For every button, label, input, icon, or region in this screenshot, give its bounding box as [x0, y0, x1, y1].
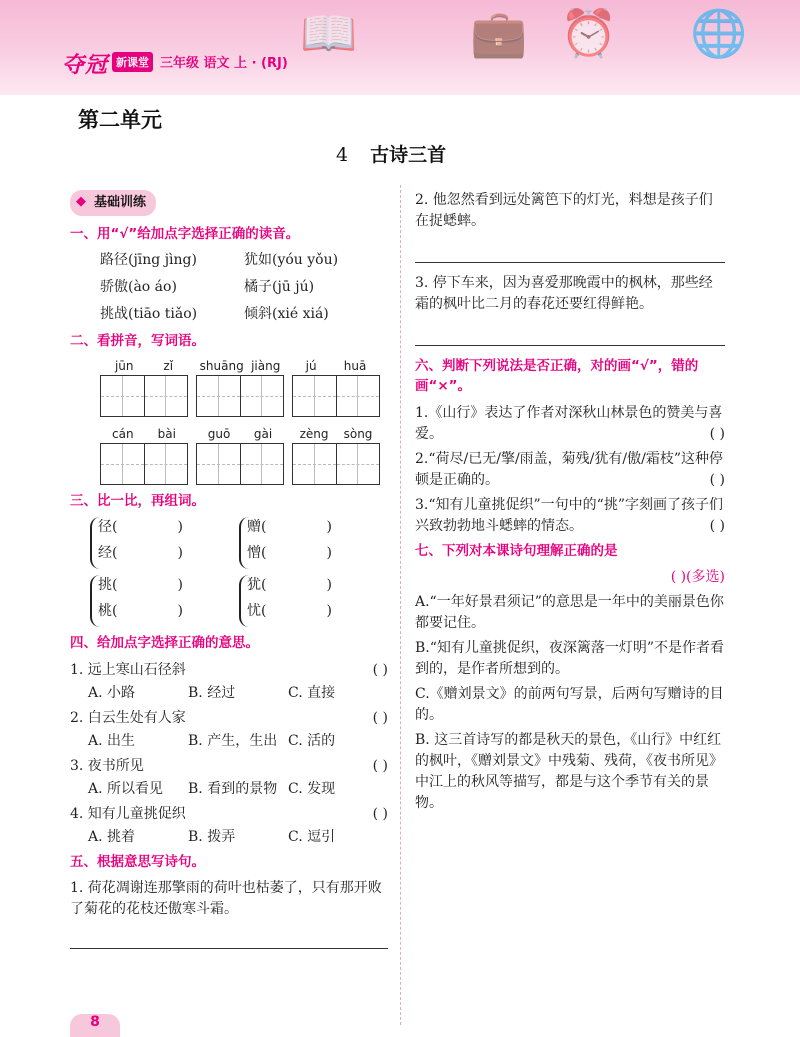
writing-boxes[interactable]: [196, 443, 284, 485]
grade-subject: 三年级 语文 上 · (RJ): [160, 56, 288, 71]
question-text: 1. 远上寒山石径斜: [70, 661, 186, 678]
answer-paren[interactable]: ( ): [709, 517, 725, 534]
pinyin-group: [292, 357, 380, 417]
meaning-question: [70, 660, 388, 681]
pinyin: zèng: [299, 427, 329, 441]
judge-item: [415, 495, 725, 537]
lesson-number: 4: [336, 144, 349, 166]
sec4-title: 四、给加点字选择正确的意思。: [70, 635, 259, 652]
column-divider: [400, 185, 401, 1025]
question-text: 2. 白云生处有人家: [70, 709, 186, 726]
answer-paren[interactable]: ( ): [372, 709, 388, 726]
compare-char: 挑(: [98, 577, 118, 594]
answer-paren[interactable]: ( ): [372, 757, 388, 774]
pinyin: jú: [305, 359, 317, 373]
reading-item[interactable]: 橘子(jū jú): [244, 278, 315, 295]
judge-text: 1.《山行》表达了作者对深秋山林景色的赞美与喜爱。: [415, 404, 723, 442]
compare-char: 经(: [98, 545, 118, 562]
header-banner: [0, 0, 800, 95]
question-text: 4. 知有儿童挑促织: [70, 805, 186, 822]
option[interactable]: C. 直接: [288, 684, 336, 701]
reading-row: [100, 250, 388, 271]
answer-line[interactable]: [415, 236, 725, 263]
brand-logo: 夺冠: [62, 53, 109, 78]
close-paren[interactable]: ): [177, 603, 183, 620]
option[interactable]: A. 挑着: [88, 828, 136, 845]
reading-row: [100, 277, 388, 298]
judge-text: 2.“荷尽/已无/擎/雨盖，菊残/犹有/傲/霜枝”这种停顿是正确的。: [415, 450, 723, 488]
writing-boxes[interactable]: [100, 375, 188, 417]
option[interactable]: B. 经过: [188, 684, 236, 701]
compare-group: [90, 517, 239, 569]
reading-item[interactable]: 挑战(tiāo tiǎo): [100, 305, 198, 322]
meaning-question: [70, 756, 388, 777]
option[interactable]: A. 出生: [88, 732, 136, 749]
reading-item[interactable]: 倾斜(xié xiá): [244, 305, 329, 322]
pinyin: zǐ: [163, 359, 174, 373]
close-paren[interactable]: ): [326, 519, 332, 536]
compare-char: 桃(: [98, 603, 118, 620]
unit-title: 第二单元: [78, 108, 162, 132]
compare-char: 径(: [98, 519, 118, 536]
right-column: [415, 188, 725, 818]
choice-option[interactable]: C.《赠刘景文》的前两句写景，后两句写赠诗的目的。: [415, 685, 724, 723]
sec5-title: 五、根据意思写诗句。: [70, 853, 205, 870]
section-badge: ◆ 基础训练: [70, 190, 156, 216]
book-icon: 📖: [300, 6, 358, 60]
lesson-title: [336, 140, 446, 167]
option[interactable]: B. 产生，生出: [188, 732, 278, 749]
option[interactable]: A. 所以看见: [88, 780, 164, 797]
answer-line[interactable]: [70, 922, 388, 949]
pinyin: jiàng: [251, 359, 281, 373]
pinyin-group: [100, 357, 188, 417]
page-number: 8: [70, 1014, 120, 1037]
close-paren[interactable]: ): [177, 545, 183, 562]
pinyin: cán: [112, 427, 134, 441]
compare-group: [239, 517, 388, 569]
judge-item: [415, 449, 725, 491]
brand-badge: 新课堂: [112, 52, 153, 72]
pinyin: shuāng: [199, 359, 244, 373]
close-paren[interactable]: ): [326, 577, 332, 594]
option-row: [88, 683, 388, 704]
compare-char: 犹(: [247, 577, 267, 594]
writing-boxes[interactable]: [100, 443, 188, 485]
writing-boxes[interactable]: [292, 375, 380, 417]
pinyin: guō: [207, 427, 231, 441]
answer-line[interactable]: [415, 319, 725, 346]
answer-paren[interactable]: ( ): [372, 661, 388, 678]
option-row: [88, 827, 388, 848]
judge-text: 3.“知有儿童挑促织”一句中的“挑”字刻画了孩子们兴致勃勃地斗蟋蟀的情态。: [415, 496, 723, 534]
poem-meaning: 1. 荷花凋谢连那擎雨的荷叶也枯萎了，只有那开败了菊花的花枝还傲寒斗霜。: [70, 879, 382, 917]
pinyin: sòng: [343, 427, 373, 441]
writing-boxes[interactable]: [196, 375, 284, 417]
sec1-title: 一、用“√”给加点字选择正确的读音。: [70, 225, 300, 242]
choice-option[interactable]: B.“知有儿童挑促织，夜深篱落一灯明”不是作者看到的，是作者所想到的。: [415, 639, 725, 677]
writing-boxes[interactable]: [292, 443, 380, 485]
option[interactable]: B. 拨弄: [188, 828, 236, 845]
globe-icon: 🌐: [690, 6, 748, 60]
choice-option[interactable]: A.“一年好景君须记”的意思是一年中的美丽景色你都要记住。: [415, 593, 724, 631]
meaning-question: [70, 804, 388, 825]
reading-item[interactable]: 骄傲(ào áo): [100, 278, 177, 295]
compare-char: 憎(: [247, 545, 267, 562]
pinyin: bài: [157, 427, 176, 441]
reading-item[interactable]: 犹如(yóu yǒu): [244, 251, 339, 268]
close-paren[interactable]: ): [177, 519, 183, 536]
close-paren[interactable]: ): [177, 577, 183, 594]
reading-row: [100, 304, 388, 325]
lesson-name: 古诗三首: [370, 144, 447, 166]
compare-char: 赠(: [247, 519, 267, 536]
option-row: [88, 731, 388, 752]
choice-option[interactable]: B. 这三首诗写的都是秋天的景色，《山行》中红红的枫叶，《赠刘景文》中残菊、残荷，《夜书所见》中江上的秋风等描写，都是与这个季节有关的景物。: [415, 731, 723, 811]
option[interactable]: C. 发现: [288, 780, 336, 797]
compare-group: [90, 575, 239, 627]
pinyin: jūn: [114, 359, 134, 373]
close-paren[interactable]: ): [326, 603, 332, 620]
pinyin-group: [196, 425, 284, 485]
meaning-question: [70, 708, 388, 729]
briefcase-icon: 💼: [470, 6, 528, 60]
pinyin-group: [100, 425, 188, 485]
reading-item[interactable]: 路径(jīng jìng): [100, 251, 197, 268]
pinyin: gài: [253, 427, 273, 441]
pinyin-grid: [100, 357, 388, 485]
option[interactable]: C. 逗引: [288, 828, 336, 845]
answer-paren[interactable]: ( ): [709, 425, 725, 442]
pinyin-group: [292, 425, 380, 485]
poem-meaning: 2. 他忽然看到远处篱笆下的灯光，料想是孩子们在捉蟋蟀。: [415, 192, 713, 229]
close-paren[interactable]: ): [326, 545, 332, 562]
question-text: 3. 夜书所见: [70, 757, 144, 774]
answer-paren[interactable]: ( ): [372, 805, 388, 822]
option-row: [88, 779, 388, 800]
option[interactable]: B. 看到的景物: [188, 780, 278, 797]
sec6-title: 六、判断下列说法是否正确，对的画“√”，错的画“×”。: [415, 358, 699, 395]
poem-meaning: 3. 停下车来，因为喜爱那晚霞中的枫林，那些经霜的枫叶比二月的春花还要红得鲜艳。: [415, 275, 713, 312]
option[interactable]: C. 活的: [288, 732, 336, 749]
judge-item: [415, 403, 725, 445]
multi-select-answer[interactable]: ( )(多选): [670, 568, 725, 585]
compare-row: [90, 517, 388, 569]
sec2-title: 二、看拼音，写词语。: [70, 332, 205, 349]
compare-group: [239, 575, 388, 627]
left-column: [70, 190, 388, 959]
option[interactable]: A. 小路: [88, 684, 136, 701]
compare-row: [90, 575, 388, 627]
clock-icon: ⏰: [560, 6, 618, 60]
sec3-title: 三、比一比，再组词。: [70, 493, 205, 509]
sec7-title: 七、下列对本课诗句理解正确的是: [415, 542, 618, 559]
pinyin-group: [196, 357, 284, 417]
compare-char: 忧(: [247, 603, 267, 620]
answer-paren[interactable]: ( ): [709, 471, 725, 488]
pinyin: huā: [343, 359, 367, 373]
